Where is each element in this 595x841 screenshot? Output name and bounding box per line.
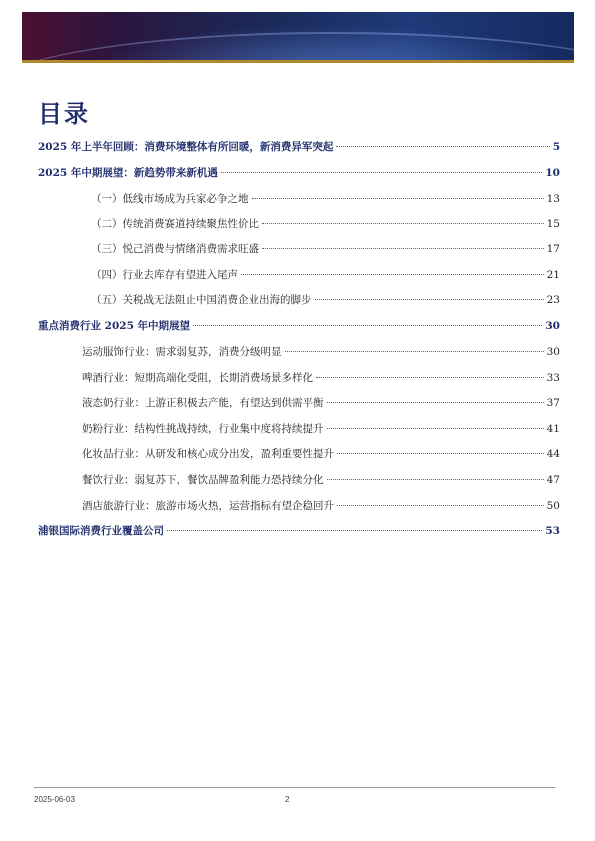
toc-entry-text: （一）低线市场成为兵家必争之地 xyxy=(91,193,249,205)
toc-entry-page: 30 xyxy=(545,320,560,332)
toc-entry-text: 液态奶行业：上游正积极去产能，有望达到供需平衡 xyxy=(82,397,324,409)
toc-entry-text: 奶粉行业：结构性挑战持续，行业集中度将持续提升 xyxy=(82,423,324,435)
toc-entry-page: 37 xyxy=(546,397,560,409)
toc-leader-dots xyxy=(167,530,542,531)
footer-page-number: 2 xyxy=(285,795,290,804)
toc-entry-text: 运动服饰行业：需求弱复苏，消费分级明显 xyxy=(82,346,282,358)
toc-leader-dots xyxy=(285,351,544,352)
toc-entry-text: 餐饮行业：弱复苏下，餐饮品牌盈利能力恐持续分化 xyxy=(82,474,324,486)
toc-entry[interactable] xyxy=(38,165,560,180)
toc-entry[interactable] xyxy=(91,292,560,307)
toc-entry[interactable] xyxy=(82,370,560,385)
toc-entry-page: 47 xyxy=(546,474,560,486)
toc-leader-dots xyxy=(336,146,549,147)
toc-leader-dots xyxy=(193,325,542,326)
banner-stripe xyxy=(22,60,574,63)
toc-entry-page: 44 xyxy=(546,448,560,460)
toc-entry-page: 33 xyxy=(546,372,560,384)
toc-entry-text: 重点消费行业 2025 年中期展望 xyxy=(38,320,191,332)
toc-entry-text: （四）行业去库存有望进入尾声 xyxy=(91,269,238,281)
page-title: 目录 xyxy=(38,100,90,128)
toc-entry[interactable] xyxy=(91,216,560,231)
toc-entry-page: 50 xyxy=(546,500,560,512)
toc-entry-page: 5 xyxy=(552,141,560,153)
toc-entry[interactable] xyxy=(82,421,560,436)
toc-entry[interactable] xyxy=(82,344,560,359)
toc-leader-dots xyxy=(262,223,544,224)
toc-entry[interactable] xyxy=(91,191,560,206)
toc-entry-page: 17 xyxy=(546,243,560,255)
toc-leader-dots xyxy=(327,428,544,429)
toc-entry-text: 化妆品行业：从研发和核心成分出发，盈利重要性提升 xyxy=(82,448,334,460)
header-banner xyxy=(22,12,574,60)
toc-entry-text: 啤酒行业：短期高端化受阻，长期消费场景多样化 xyxy=(82,372,313,384)
toc-entry-page: 41 xyxy=(546,423,560,435)
toc-entry-page: 53 xyxy=(545,525,560,537)
toc-leader-dots xyxy=(262,248,544,249)
toc-entry-text: （三）悦己消费与情绪消费需求旺盛 xyxy=(91,243,259,255)
toc-entry[interactable] xyxy=(82,498,560,513)
toc-entry[interactable] xyxy=(82,472,560,487)
toc-entry[interactable] xyxy=(38,318,560,333)
toc-leader-dots xyxy=(327,479,544,480)
toc-entry-text: （二）传统消费赛道持续聚焦性价比 xyxy=(91,218,259,230)
toc-entry-page: 15 xyxy=(546,218,560,230)
toc-leader-dots xyxy=(337,505,544,506)
toc-entry[interactable] xyxy=(38,523,560,538)
toc-leader-dots xyxy=(327,402,544,403)
toc-entry[interactable] xyxy=(38,139,560,154)
toc-entry-page: 13 xyxy=(546,193,560,205)
toc-entry[interactable] xyxy=(91,241,560,256)
toc-entry[interactable] xyxy=(82,446,560,461)
toc-leader-dots xyxy=(315,299,544,300)
toc-leader-dots xyxy=(316,377,544,378)
toc-leader-dots xyxy=(337,453,544,454)
toc-entry-text: 酒店旅游行业：旅游市场火热，运营指标有望企稳回升 xyxy=(82,500,334,512)
toc-entry-text: 浦银国际消费行业覆盖公司 xyxy=(38,525,164,537)
toc-entry[interactable] xyxy=(82,395,560,410)
toc-leader-dots xyxy=(252,198,544,199)
footer-divider xyxy=(34,787,555,788)
footer-date: 2025-06-03 xyxy=(34,795,75,804)
toc-leader-dots xyxy=(241,274,544,275)
toc-entry-text: 2025 年上半年回顾：消费环境整体有所回暖，新消费异军突起 xyxy=(38,141,334,153)
toc-entry-page: 30 xyxy=(546,346,560,358)
toc-entry-text: （五）关税战无法阻止中国消费企业出海的脚步 xyxy=(91,294,312,306)
toc-entry[interactable] xyxy=(91,267,560,282)
toc-entry-text: 2025 年中期展望：新趋势带来新机遇 xyxy=(38,167,218,179)
toc-entry-page: 21 xyxy=(546,269,560,281)
toc-leader-dots xyxy=(221,172,542,173)
toc-entry-page: 10 xyxy=(545,167,560,179)
toc-entry-page: 23 xyxy=(546,294,560,306)
